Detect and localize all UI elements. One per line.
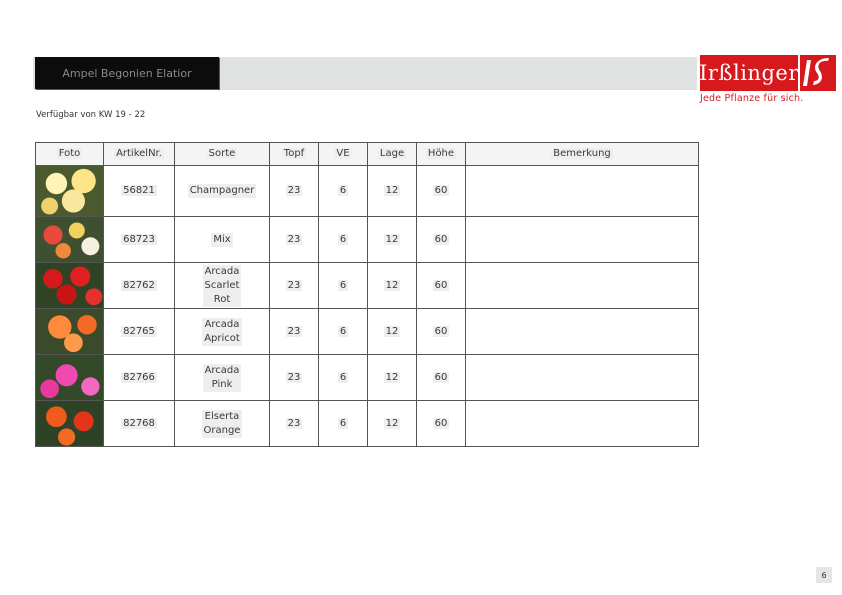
brand-tagline: Jede Pflanze für sich. [700, 93, 804, 104]
bemerkung-cell [466, 263, 699, 309]
begonia-elserta-orange-photo [36, 401, 104, 446]
artikel-cell: 56821 [104, 166, 175, 217]
photo-cell [36, 263, 104, 309]
photo-cell [36, 166, 104, 217]
artikel-cell: 82765 [104, 309, 175, 355]
column-header-hoehe: Höhe [417, 143, 466, 166]
table-row [36, 309, 699, 355]
ve-cell: 6 [319, 401, 368, 447]
hoehe-cell: 60 [417, 401, 466, 447]
artikel-cell: 68723 [104, 217, 175, 263]
topf-cell: 23 [270, 401, 319, 447]
table-header-row [36, 143, 699, 166]
begonia-arcada-scarlet-photo [36, 263, 104, 308]
sorte-cell: Champagner [175, 166, 270, 217]
bemerkung-cell [466, 217, 699, 263]
ve-cell: 6 [319, 263, 368, 309]
ve-cell: 6 [319, 355, 368, 401]
topf-cell: 23 [270, 355, 319, 401]
topf-cell: 23 [270, 263, 319, 309]
ve-cell: 6 [319, 309, 368, 355]
sorte-cell: Arcada Apricot [175, 309, 270, 355]
table-row [36, 401, 699, 447]
topf-cell: 23 [270, 217, 319, 263]
bemerkung-cell [466, 309, 699, 355]
lage-cell: 12 [368, 263, 417, 309]
page-title: Ampel Begonien Elatior [35, 57, 219, 89]
lage-cell: 12 [368, 217, 417, 263]
bemerkung-cell [466, 401, 699, 447]
brand-logo [700, 55, 836, 91]
brand-logo-mark-icon [800, 55, 836, 91]
artikel-cell: 82768 [104, 401, 175, 447]
page-number: 6 [816, 567, 832, 583]
hoehe-cell: 60 [417, 217, 466, 263]
begonia-mix-photo [36, 217, 104, 262]
table-row [36, 263, 699, 309]
sorte-cell: Arcada Scarlet Rot [175, 263, 270, 309]
lage-cell: 12 [368, 166, 417, 217]
column-header-sorte: Sorte [175, 143, 270, 166]
product-table [35, 142, 699, 447]
artikel-cell: 82762 [104, 263, 175, 309]
table-row [36, 355, 699, 401]
column-header-foto: Foto [36, 143, 104, 166]
bemerkung-cell [466, 355, 699, 401]
table-row [36, 217, 699, 263]
availability-note: Verfügbar von KW 19 - 22 [36, 110, 146, 120]
topf-cell: 23 [270, 166, 319, 217]
sorte-cell: Elserta Orange [175, 401, 270, 447]
hoehe-cell: 60 [417, 166, 466, 217]
hoehe-cell: 60 [417, 355, 466, 401]
lage-cell: 12 [368, 355, 417, 401]
column-header-lage: Lage [368, 143, 417, 166]
begonia-champagner-photo [36, 166, 104, 216]
column-header-topf: Topf [270, 143, 319, 166]
begonia-arcada-apricot-photo [36, 309, 104, 354]
column-header-ve: VE [319, 143, 368, 166]
sorte-cell: Arcada Pink [175, 355, 270, 401]
column-header-artikelnr: ArtikelNr. [104, 143, 175, 166]
hoehe-cell: 60 [417, 309, 466, 355]
begonia-arcada-pink-photo [36, 355, 104, 400]
hoehe-cell: 60 [417, 263, 466, 309]
ve-cell: 6 [319, 166, 368, 217]
photo-cell [36, 309, 104, 355]
column-header-bemerkung: Bemerkung [466, 143, 699, 166]
artikel-cell: 82766 [104, 355, 175, 401]
photo-cell [36, 355, 104, 401]
photo-cell [36, 401, 104, 447]
table-row [36, 166, 699, 217]
brand-logo-wordmark: Irßlinger [700, 55, 798, 91]
bemerkung-cell [466, 166, 699, 217]
ve-cell: 6 [319, 217, 368, 263]
photo-cell [36, 217, 104, 263]
lage-cell: 12 [368, 401, 417, 447]
sorte-cell: Mix [175, 217, 270, 263]
lage-cell: 12 [368, 309, 417, 355]
topf-cell: 23 [270, 309, 319, 355]
